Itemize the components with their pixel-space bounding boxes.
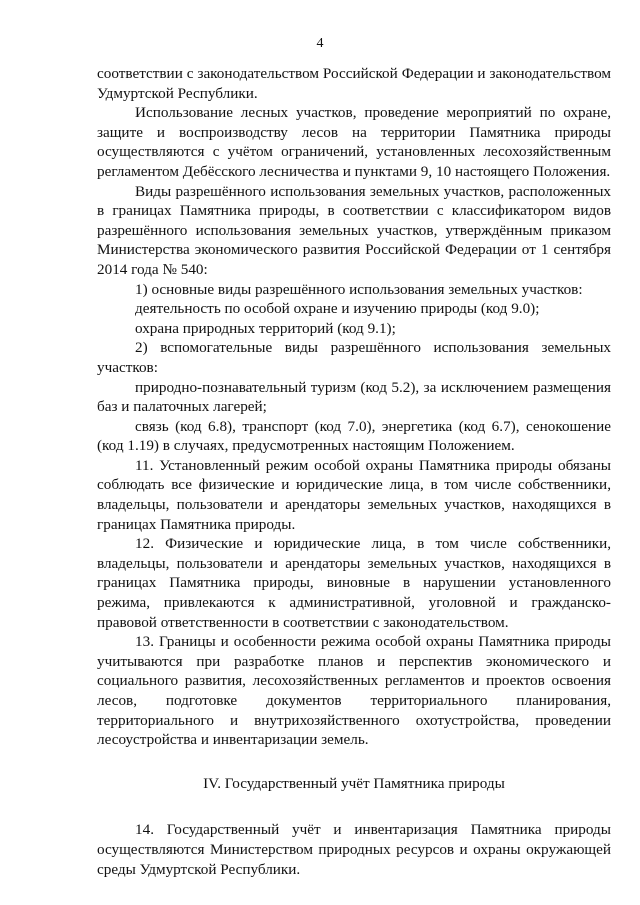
paragraph-other-codes: связь (код 6.8), транспорт (код 7.0), энергетика (код 6.7), сенокошение (код 1.19) в случаях, предусмотренных настоящим Положением.: [97, 417, 611, 455]
paragraph-main-uses: 1) основные виды разрешённого использования земельных участков:: [135, 280, 583, 298]
document-body: [97, 64, 611, 879]
paragraph-auxiliary-uses: 2) вспомогательные виды разрешённого использования земельных участков:: [97, 339, 611, 376]
section-heading: IV. Государственный учёт Памятника природы: [203, 774, 505, 792]
paragraph-continuation: соответствии с законодательством Российской Федерации и законодательством Удмуртской Республики.: [97, 65, 611, 102]
paragraph-14: 14. Государственный учёт и инвентаризация Памятника природы осуществляются Министерством природных ресурсов и охраны окружающей среды Удмуртской Республики.: [97, 821, 611, 878]
paragraph-code-9-0: деятельность по особой охране и изучению природы (код 9.0);: [135, 300, 540, 318]
paragraph-code-5-2: природно-познавательный туризм (код 5.2), за исключением размещения баз и палаточных лагерей;: [97, 378, 611, 416]
paragraph-forest-use: Использование лесных участков, проведение мероприятий по охране, защите и воспроизводству лесов на территории Памятника природы осуществляются с учётом ограничений, установленных лесохозяйственным регламентом Дебёсского лесничества и пунктами 9, 10 настоящего Положения.: [97, 104, 611, 180]
page-number: 4: [316, 36, 324, 51]
paragraph-13: 13. Границы и особенности режима особой охраны Памятника природы учитываются при разработке планов и перспектив экономического и социального развития, лесохозяйственных регламентов и проектов освоения лесов, подготовке документов территориального планирования, территориального и внутрихозяйственного охотустройства, проведении лесоустройства и инвентаризации земель.: [97, 633, 611, 749]
paragraph-12: 12. Физические и юридические лица, в том числе собственники, владельцы, пользователи и арендаторы земельных участков, находящихся в границах Памятника природы, виновные в нарушении установленного режима, привлекаются к административной, уголовной и гражданско-правовой ответственности в соответствии с законодательством.: [97, 535, 611, 631]
paragraph-permitted-use: Виды разрешённого использования земельных участков, расположенных в границах Памятника природы, в соответствии с классификатором видов разрешённого использования земельных участков, утверждённым приказом Министерства экономического развития Российской Федерации от 1 сентября 2014 года № 540:: [97, 182, 611, 278]
paragraph-code-9-1: охрана природных территорий (код 9.1);: [135, 319, 396, 337]
paragraph-11: 11. Установленный режим особой охраны Памятника природы обязаны соблюдать все физические и юридические лица, в том числе собственники, владельцы, пользователи и арендаторы земельных участков, находящихся в границах Памятника природы.: [97, 456, 611, 533]
